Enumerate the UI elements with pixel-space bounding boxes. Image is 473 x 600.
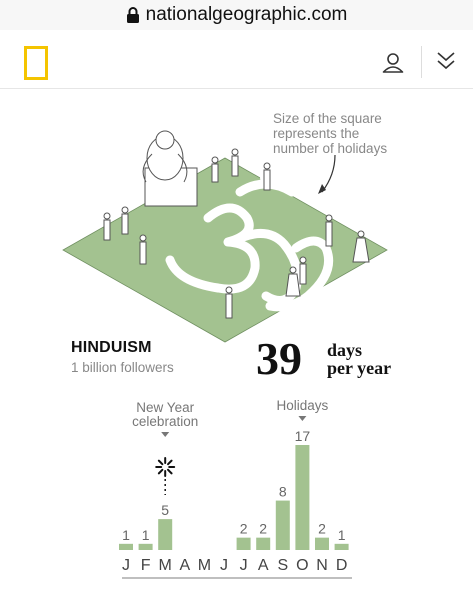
- bar: [256, 538, 270, 550]
- bar: [315, 538, 329, 550]
- bar: [276, 501, 290, 550]
- firework-icon: [159, 470, 163, 474]
- illustration-caption: [273, 111, 403, 156]
- bar-value-label: 1: [141, 526, 150, 543]
- month-tick-label: F: [140, 557, 151, 574]
- lock-icon: [126, 6, 140, 24]
- month-tick-label: O: [296, 557, 309, 574]
- month-tick-label: M: [197, 557, 212, 574]
- bar-value-label: 1: [337, 526, 346, 543]
- firework-icon: [168, 461, 172, 465]
- nat-geo-logo-icon[interactable]: [24, 46, 48, 80]
- user-icon[interactable]: [380, 50, 406, 76]
- bar: [295, 445, 309, 550]
- annotation-label: Holidays: [276, 398, 329, 413]
- bar: [119, 544, 133, 550]
- days-unit-line: per year: [327, 358, 392, 378]
- holiday-square: [63, 158, 387, 342]
- bar: [335, 544, 349, 550]
- browser-address-bar[interactable]: [0, 0, 473, 30]
- month-tick-label: D: [335, 557, 348, 574]
- month-tick-label: J: [122, 557, 130, 574]
- month-tick-label: N: [316, 557, 328, 574]
- month-tick-label: S: [277, 557, 289, 574]
- annotation-arrow: [161, 432, 169, 437]
- annotation-label: celebration: [132, 414, 199, 429]
- annotation-label: New Year: [136, 400, 195, 415]
- chevron-double-down-icon[interactable]: [433, 48, 459, 74]
- header-divider: [421, 46, 422, 78]
- bar-value-label: 2: [239, 520, 248, 537]
- month-tick-label: J: [220, 557, 228, 574]
- bar-value-label: 2: [259, 520, 268, 537]
- firework-icon: [168, 470, 172, 474]
- caption-line: Size of the square: [273, 111, 382, 126]
- site-header: [0, 34, 473, 89]
- bar-value-label: 2: [318, 520, 326, 537]
- caption-arrow: [322, 155, 335, 192]
- bar-value-label: 5: [161, 502, 170, 519]
- holiday-days-unit: [327, 341, 391, 377]
- bar-value-label: 8: [278, 483, 287, 500]
- url-text: nationalgeographic.com: [145, 4, 348, 25]
- bar: [158, 519, 172, 550]
- month-tick-label: M: [158, 557, 172, 574]
- annotation-arrow: [298, 416, 306, 421]
- month-tick-label: A: [179, 557, 191, 574]
- caption-line: number of holidays: [273, 141, 388, 156]
- bar-value-label: 1: [122, 526, 130, 543]
- holidays-bar-chart: [100, 395, 380, 585]
- bar: [237, 538, 251, 550]
- days-unit-line: days: [327, 340, 363, 360]
- month-tick-label: A: [257, 557, 269, 574]
- followers-count: 1 billion followers: [71, 360, 174, 375]
- firework-icon: [159, 461, 163, 465]
- holiday-days-count: 39: [256, 333, 302, 384]
- ganesha-deity-icon: [143, 131, 197, 206]
- caption-line: represents the: [273, 126, 360, 141]
- religion-name: HINDUISM: [71, 339, 152, 356]
- bar-value-label: 17: [294, 428, 311, 444]
- bar: [139, 544, 153, 550]
- month-tick-label: J: [239, 557, 248, 574]
